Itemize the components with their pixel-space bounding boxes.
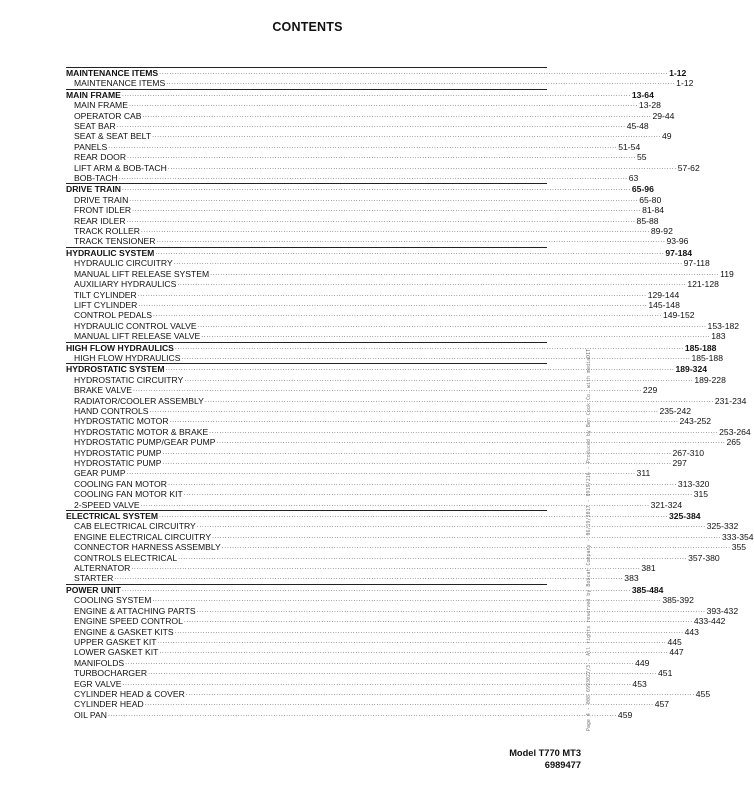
toc-entry-pages: 393-432 xyxy=(706,605,739,616)
toc-entry[interactable] xyxy=(66,499,683,510)
toc-entry-pages: 185-188 xyxy=(684,342,717,353)
toc-entry[interactable] xyxy=(66,605,739,616)
toc-entry-title: COOLING FAN MOTOR xyxy=(74,478,167,489)
dot-leader: ........................................................................................................................................................................................................ xyxy=(212,532,722,540)
toc-entry[interactable] xyxy=(66,521,739,532)
dot-leader: ........................................................................................................................................................................................................ xyxy=(166,79,676,87)
toc-entry-pages: 325-332 xyxy=(706,521,739,532)
toc-entry-pages: 459 xyxy=(617,709,633,720)
dot-leader: ........................................................................................................................................................................................................ xyxy=(107,710,617,718)
toc-entry-title: AUXILIARY HYDRAULICS xyxy=(74,279,177,290)
toc-section-entry[interactable] xyxy=(66,247,693,258)
toc-entry[interactable] xyxy=(66,616,726,627)
toc-section-entry[interactable] xyxy=(66,342,717,353)
toc-entry[interactable] xyxy=(66,542,747,553)
toc-entry-title: ENGINE ELECTRICAL CIRCUITRY xyxy=(74,531,212,542)
toc-entry-title: OIL PAN xyxy=(74,709,107,720)
toc-entry-pages: 455 xyxy=(695,688,711,699)
dot-leader: ........................................................................................................................................................................................................ xyxy=(185,689,695,697)
dot-leader: ........................................................................................................................................................................................................ xyxy=(183,490,693,498)
dot-leader: ........................................................................................................................................................................................................ xyxy=(118,174,628,182)
toc-entry-pages: 447 xyxy=(669,647,684,658)
toc-entry[interactable] xyxy=(66,647,684,658)
model-label: Model T770 MT3 xyxy=(509,748,581,758)
toc-entry-pages: 153-182 xyxy=(707,320,740,331)
toc-entry-pages: 385-484 xyxy=(631,584,664,595)
toc-entry-title: TILT CYLINDER xyxy=(74,289,137,300)
toc-entry-pages: 333-354 xyxy=(722,531,754,542)
toc-entry-title: HYDROSTATIC MOTOR & BRAKE xyxy=(74,426,209,437)
toc-entry[interactable] xyxy=(66,279,719,290)
toc-entry-title: HYDROSTATIC CIRCUITRY xyxy=(74,374,184,385)
toc-entry-title: MAINTENANCE ITEMS xyxy=(66,67,159,78)
toc-entry-pages: 97-118 xyxy=(683,258,710,269)
toc-entry-title: EGR VALVE xyxy=(74,678,122,689)
toc-entry[interactable] xyxy=(66,289,680,300)
toc-entry-pages: 89-92 xyxy=(650,226,673,237)
toc-entry-pages: 51-54 xyxy=(618,141,641,152)
toc-entry-title: HYDROSTATIC MOTOR xyxy=(74,416,169,427)
toc-entry[interactable] xyxy=(66,458,687,469)
toc-entry[interactable] xyxy=(66,595,694,606)
dot-leader: ........................................................................................................................................................................................................ xyxy=(204,396,714,404)
dot-leader: ........................................................................................................................................................................................................ xyxy=(140,500,650,508)
toc-section-entry[interactable] xyxy=(66,67,687,78)
toc-entry-pages: 145-148 xyxy=(648,299,680,310)
toc-entry-pages: 325-384 xyxy=(668,511,701,522)
toc-entry[interactable] xyxy=(66,416,712,427)
toc-entry[interactable] xyxy=(66,162,700,173)
dot-leader: ........................................................................................................................................................................................................ xyxy=(221,543,731,551)
toc-entry-pages: 63 xyxy=(628,173,639,184)
dot-leader: ........................................................................................................................................................................................................ xyxy=(156,237,666,245)
toc-entry[interactable] xyxy=(66,141,641,152)
dot-leader: ........................................................................................................................................................................................................ xyxy=(132,206,642,214)
toc-entry-pages: 57-62 xyxy=(677,162,700,173)
toc-entry-title: HYDRAULIC CONTROL VALVE xyxy=(74,320,197,331)
dot-leader: ........................................................................................................................................................................................................ xyxy=(138,300,648,308)
dot-leader: ........................................................................................................................................................................................................ xyxy=(162,459,672,467)
toc-entry-title: MANUAL LIFT RELEASE VALVE xyxy=(74,331,201,342)
toc-entry-pages: 383 xyxy=(624,573,639,584)
toc-entry-pages: 321-324 xyxy=(650,499,683,510)
toc-entry-title: SEAT & SEAT BELT xyxy=(74,131,152,142)
dot-leader: ........................................................................................................................................................................................................ xyxy=(121,585,631,593)
toc-entry[interactable] xyxy=(66,447,705,458)
toc-entry-title: HYDROSTATIC PUMP/GEAR PUMP xyxy=(74,437,216,448)
dot-leader: ........................................................................................................................................................................................................ xyxy=(126,469,636,477)
toc-entry-title: COOLING FAN MOTOR KIT xyxy=(74,489,183,500)
toc-entry[interactable] xyxy=(66,699,670,710)
toc-entry[interactable] xyxy=(66,374,726,385)
dot-leader: ........................................................................................................................................................................................................ xyxy=(121,185,631,193)
toc-entry-pages: 13-28 xyxy=(638,100,661,111)
toc-entry-pages: 445 xyxy=(667,636,682,647)
toc-entry-pages: 1-12 xyxy=(676,78,694,89)
toc-entry[interactable] xyxy=(66,100,661,111)
toc-entry-title: MAINTENANCE ITEMS xyxy=(74,78,166,89)
toc-entry-pages: 267-310 xyxy=(672,447,705,458)
toc-entry-title: TRACK ROLLER xyxy=(74,226,140,237)
toc-entry-pages: 311 xyxy=(636,468,651,479)
toc-entry-title: HAND CONTROLS xyxy=(74,405,149,416)
toc-entry-pages: 185-188 xyxy=(691,352,723,363)
toc-entry-pages: 355 xyxy=(731,542,747,553)
dot-leader: ........................................................................................................................................................................................................ xyxy=(131,564,641,572)
dot-leader: ........................................................................................................................................................................................................ xyxy=(178,553,688,561)
dot-leader: ........................................................................................................................................................................................................ xyxy=(209,427,719,435)
toc-entry-title: CONNECTOR HARNESS ASSEMBLY xyxy=(74,542,221,553)
toc-entry[interactable] xyxy=(66,468,651,479)
dot-leader: ........................................................................................................................................................................................................ xyxy=(177,280,687,288)
dot-leader: ........................................................................................................................................................................................................ xyxy=(173,259,683,267)
toc-entry-title: HIGH FLOW HYDRAULICS xyxy=(66,342,174,353)
toc-entry-title: MANIFOLDS xyxy=(74,657,125,668)
dot-leader: ........................................................................................................................................................................................................ xyxy=(122,679,632,687)
toc-entry-pages: 385-392 xyxy=(662,595,694,606)
toc-entry-title: TRACK TENSIONER xyxy=(74,236,156,247)
dot-leader: ........................................................................................................................................................................................................ xyxy=(108,142,618,150)
toc-entry-title: COOLING SYSTEM xyxy=(74,595,152,606)
toc-entry-title: HYDROSTATIC PUMP xyxy=(74,447,162,458)
toc-entry-pages: 49 xyxy=(662,131,672,142)
toc-entry-pages: 297 xyxy=(672,458,687,469)
toc-entry-title: HYDROSTATIC PUMP xyxy=(74,458,162,469)
dot-leader: ........................................................................................................................................................................................................ xyxy=(196,606,706,614)
dot-leader: ........................................................................................................................................................................................................ xyxy=(140,227,650,235)
toc-entry-pages: 93-96 xyxy=(666,236,689,247)
toc-entry-pages: 449 xyxy=(635,657,650,668)
toc-entry-title: HYDRAULIC SYSTEM xyxy=(66,247,155,258)
toc-entry-pages: 357-380 xyxy=(688,552,720,563)
toc-entry[interactable] xyxy=(66,405,692,416)
dot-leader: ........................................................................................................................................................................................................ xyxy=(159,648,669,656)
toc-entry[interactable] xyxy=(66,626,699,637)
toc-entry-title: OPERATOR CAB xyxy=(74,110,142,121)
toc-entry-title: CYLINDER HEAD xyxy=(74,699,144,710)
toc-entry[interactable] xyxy=(66,268,734,279)
toc-entry-title: CONTROL PEDALS xyxy=(74,310,152,321)
toc-entry-title: TURBOCHARGER xyxy=(74,668,148,679)
toc-entry[interactable] xyxy=(66,352,723,363)
toc-entry-title: RADIATOR/COOLER ASSEMBLY xyxy=(74,395,204,406)
toc-entry-pages: 457 xyxy=(654,699,670,710)
dot-leader: ........................................................................................................................................................................................................ xyxy=(121,90,631,98)
toc-entry-pages: 13-64 xyxy=(631,89,654,100)
toc-entry[interactable] xyxy=(66,236,689,247)
toc-entry-pages: 381 xyxy=(641,563,656,574)
toc-entry[interactable] xyxy=(66,657,650,668)
toc-entry[interactable] xyxy=(66,215,659,226)
toc-entry[interactable] xyxy=(66,131,672,142)
toc-entry-pages: 229 xyxy=(642,385,658,396)
part-number: 6989477 xyxy=(544,760,581,770)
toc-entry-title: ALTERNATOR xyxy=(74,563,131,574)
toc-entry-title: ENGINE SPEED CONTROL xyxy=(74,616,183,627)
toc-entry-pages: 85-88 xyxy=(636,215,659,226)
toc-entry-title: REAR IDLER xyxy=(74,215,126,226)
toc-entry-title: LOWER GASKET KIT xyxy=(74,647,159,658)
dot-leader: ........................................................................................................................................................................................................ xyxy=(137,290,647,298)
page-title: CONTENTS xyxy=(272,20,343,34)
toc-entry[interactable] xyxy=(66,226,673,237)
toc-entry-pages: 235-242 xyxy=(659,405,692,416)
toc-entry[interactable] xyxy=(66,310,695,321)
dot-leader: ........................................................................................................................................................................................................ xyxy=(153,311,662,319)
toc-entry-pages: 55 xyxy=(637,152,647,163)
toc-entry-title: CYLINDER HEAD & COVER xyxy=(74,688,185,699)
toc-entry-pages: 149-152 xyxy=(662,310,695,321)
dot-leader: ........................................................................................................................................................................................................ xyxy=(181,353,691,361)
dot-leader: ........................................................................................................................................................................................................ xyxy=(125,658,635,666)
toc-entry-pages: 129-144 xyxy=(647,289,680,300)
toc-entry[interactable] xyxy=(66,688,711,699)
dot-leader: ........................................................................................................................................................................................................ xyxy=(152,596,662,604)
dot-leader: ........................................................................................................................................................................................................ xyxy=(196,522,706,530)
toc-entry-pages: 119 xyxy=(720,268,734,279)
toc-entry-pages: 243-252 xyxy=(679,416,712,427)
toc-entry-pages: 189-324 xyxy=(675,364,708,375)
dot-leader: ........................................................................................................................................................................................................ xyxy=(144,700,654,708)
toc-entry-pages: 1-12 xyxy=(669,67,687,78)
toc-entry-title: HYDRAULIC CIRCUITRY xyxy=(74,258,173,269)
toc-section-entry[interactable] xyxy=(66,183,654,195)
toc-entry[interactable] xyxy=(66,668,673,679)
dot-leader: ........................................................................................................................................................................................................ xyxy=(132,386,642,394)
toc-entry-pages: 65-80 xyxy=(639,194,662,205)
dot-leader: ........................................................................................................................................................................................................ xyxy=(169,417,679,425)
toc-entry-title: ELECTRICAL SYSTEM xyxy=(66,511,158,522)
toc-entry-title: 2-SPEED VALVE xyxy=(74,499,140,510)
toc-entry-title: BOB-TACH xyxy=(74,173,118,184)
toc-entry[interactable] xyxy=(66,194,662,205)
toc-entry-title: DRIVE TRAIN xyxy=(74,194,129,205)
toc-entry[interactable] xyxy=(66,678,647,689)
toc-entry-title: REAR DOOR xyxy=(74,152,127,163)
toc-entry-title: PANELS xyxy=(74,141,108,152)
dot-leader: ........................................................................................................................................................................................................ xyxy=(174,343,684,351)
toc-entry[interactable] xyxy=(66,709,633,720)
toc-entry-pages: 121-128 xyxy=(687,279,719,290)
dot-leader: ........................................................................................................................................................................................................ xyxy=(167,479,677,487)
toc-entry-pages: 443 xyxy=(684,626,699,637)
toc-entry[interactable] xyxy=(66,385,658,396)
toc-entry-title: FRONT IDLER xyxy=(74,205,132,216)
dot-leader: ........................................................................................................................................................................................................ xyxy=(167,163,677,171)
dot-leader: ........................................................................................................................................................................................................ xyxy=(126,216,636,224)
dot-leader: ........................................................................................................................................................................................................ xyxy=(159,68,669,76)
toc-entry-title: ENGINE & ATTACHING PARTS xyxy=(74,605,196,616)
toc-entry-title: HIGH FLOW HYDRAULICS xyxy=(74,352,181,363)
toc-entry[interactable] xyxy=(66,320,740,331)
toc-entry[interactable] xyxy=(66,489,709,500)
toc-entry-title: UPPER GASKET KIT xyxy=(74,636,157,647)
dot-leader: ........................................................................................................................................................................................................ xyxy=(127,153,637,161)
toc-entry[interactable] xyxy=(66,636,682,647)
toc-entry[interactable] xyxy=(66,395,747,406)
toc-entry[interactable] xyxy=(66,299,680,310)
dot-leader: ........................................................................................................................................................................................................ xyxy=(149,406,659,414)
toc-entry[interactable] xyxy=(66,563,656,574)
toc-entry[interactable] xyxy=(66,531,754,542)
toc-entry[interactable] xyxy=(66,552,720,563)
toc-entry-title: ENGINE & GASKET KITS xyxy=(74,626,174,637)
toc-entry-title: STARTER xyxy=(74,573,114,584)
toc-entry-title: CAB ELECTRICAL CIRCUITRY xyxy=(74,521,196,532)
dot-leader: ........................................................................................................................................................................................................ xyxy=(159,512,668,520)
dot-leader: ........................................................................................................................................................................................................ xyxy=(129,195,639,203)
toc-section-entry[interactable] xyxy=(66,89,654,100)
toc-entry-title: GEAR PUMP xyxy=(74,468,126,479)
dot-leader: ........................................................................................................................................................................................................ xyxy=(148,669,658,677)
toc-entry[interactable] xyxy=(66,110,675,121)
toc-entry-pages: 189-228 xyxy=(694,374,726,385)
toc-entry-title: MAIN FRAME xyxy=(66,89,121,100)
dot-leader: ........................................................................................................................................................................................................ xyxy=(216,438,726,446)
toc-entry-title: BRAKE VALVE xyxy=(74,385,132,396)
dot-leader: ........................................................................................................................................................................................................ xyxy=(183,617,693,625)
dot-leader: ........................................................................................................................................................................................................ xyxy=(155,248,665,256)
toc-entry-pages: 315 xyxy=(693,489,709,500)
toc-entry[interactable] xyxy=(66,331,726,342)
footer xyxy=(509,747,581,771)
dot-leader: ........................................................................................................................................................................................................ xyxy=(116,122,626,130)
toc-entry[interactable] xyxy=(66,78,694,89)
dot-leader: ........................................................................................................................................................................................................ xyxy=(201,332,711,340)
toc-entry-pages: 313-320 xyxy=(677,478,710,489)
toc-entry-title: POWER UNIT xyxy=(66,584,121,595)
dot-leader: ........................................................................................................................................................................................................ xyxy=(152,132,662,140)
toc-entry-pages: 231-234 xyxy=(714,395,747,406)
toc-entry-title: LIFT ARM & BOB-TACH xyxy=(74,162,167,173)
toc-entry-title: LIFT CYLINDER xyxy=(74,299,138,310)
dot-leader: ........................................................................................................................................................................................................ xyxy=(210,269,720,277)
toc-entry-pages: 433-442 xyxy=(693,616,726,627)
toc-section-entry[interactable] xyxy=(66,584,664,595)
toc-section-entry[interactable] xyxy=(66,510,701,522)
toc-entry-title: MANUAL LIFT RELEASE SYSTEM xyxy=(74,268,210,279)
dot-leader: ........................................................................................................................................................................................................ xyxy=(184,375,694,383)
toc-entry[interactable] xyxy=(66,121,649,132)
dot-leader: ........................................................................................................................................................................................................ xyxy=(162,448,672,456)
toc-entry[interactable] xyxy=(66,205,665,216)
dot-leader: ........................................................................................................................................................................................................ xyxy=(114,574,624,582)
toc-entry-pages: 97-184 xyxy=(665,247,693,258)
toc-entry-title: DRIVE TRAIN xyxy=(66,184,121,195)
toc-entry-pages: 65-96 xyxy=(631,184,654,195)
toc-section-entry[interactable] xyxy=(66,363,708,375)
toc-entry-title: MAIN FRAME xyxy=(74,100,128,111)
toc-entry-pages: 253-264 xyxy=(719,426,751,437)
dot-leader: ........................................................................................................................................................................................................ xyxy=(128,101,638,109)
toc-entry-pages: 45-48 xyxy=(626,121,649,132)
toc-entry[interactable] xyxy=(66,573,639,584)
toc-entry-pages: 29-44 xyxy=(652,110,675,121)
side-watermark-note: Page 4 - 008 6993027/3 - All rights reserved by Bobcat Company - 06/19/2017 - 0919/216 - Produced by Ben Cook Co. with mediaDIT xyxy=(586,348,592,732)
toc-entry-pages: 183 xyxy=(711,331,726,342)
toc-entry[interactable] xyxy=(66,258,710,269)
toc-entry-title: HYDROSTATIC SYSTEM xyxy=(66,364,165,375)
toc-entry-pages: 81-84 xyxy=(642,205,665,216)
dot-leader: ........................................................................................................................................................................................................ xyxy=(197,321,707,329)
toc-entry-title: CONTROLS ELECTRICAL xyxy=(74,552,178,563)
dot-leader: ........................................................................................................................................................................................................ xyxy=(157,637,667,645)
toc-entry-pages: 265 xyxy=(726,437,741,448)
toc-entry-title: SEAT BAR xyxy=(74,121,116,132)
dot-leader: ........................................................................................................................................................................................................ xyxy=(174,627,684,635)
toc-entry[interactable] xyxy=(66,173,639,184)
toc-entry-pages: 451 xyxy=(658,668,673,679)
toc-entry[interactable] xyxy=(66,426,751,437)
toc-entry[interactable] xyxy=(66,152,647,163)
dot-leader: ........................................................................................................................................................................................................ xyxy=(165,365,675,373)
toc-entry-pages: 453 xyxy=(632,678,647,689)
dot-leader: ........................................................................................................................................................................................................ xyxy=(142,111,652,119)
toc-entry[interactable] xyxy=(66,478,710,489)
toc-entry[interactable] xyxy=(66,437,741,448)
